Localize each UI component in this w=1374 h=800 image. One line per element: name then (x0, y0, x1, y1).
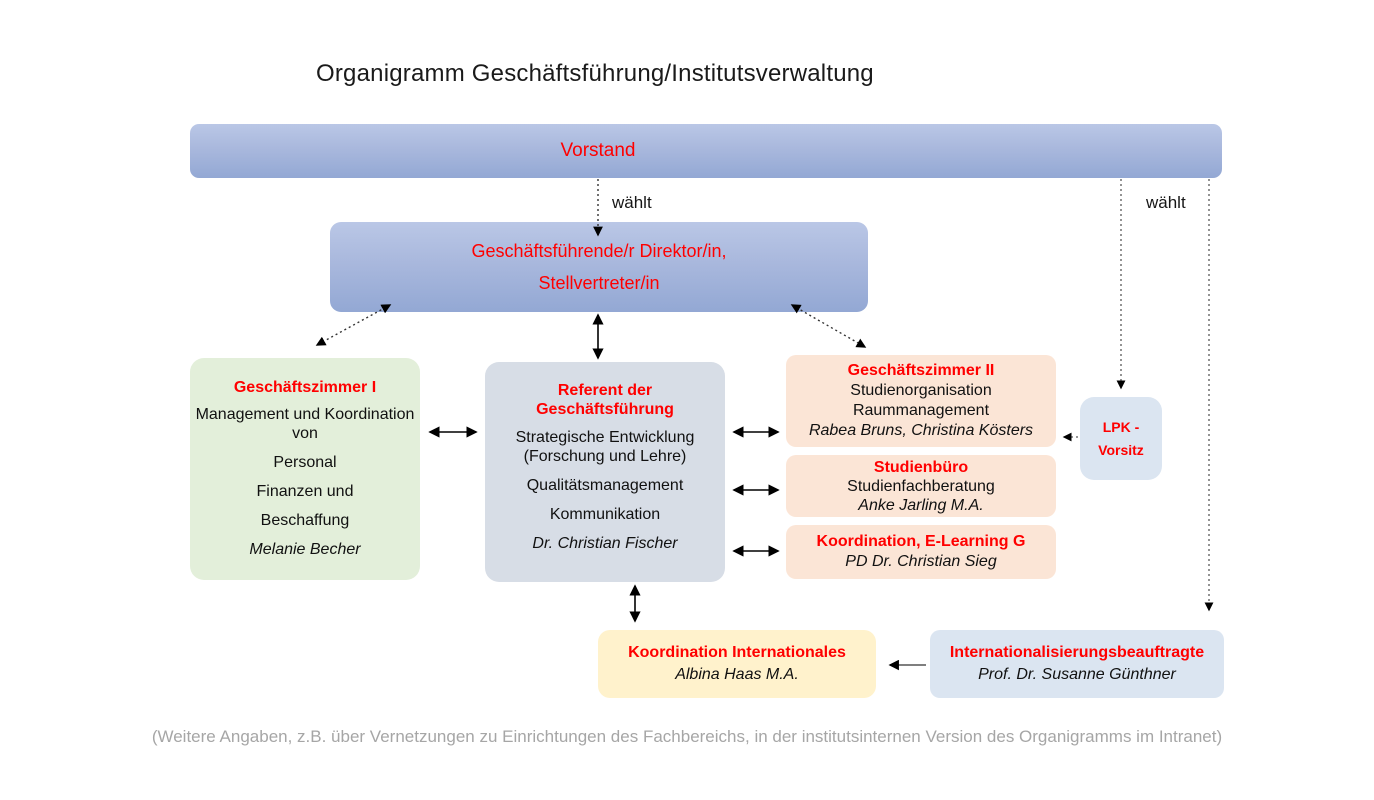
node-internationalisierungsbeauftragte (930, 630, 1224, 698)
studienbuero-person: Anke Jarling M.A. (858, 496, 984, 514)
studienbuero-title: Studienbüro (873, 458, 969, 476)
gz1-body-line: Beschaffung (260, 512, 350, 529)
referent-body-line: Qualitätsmanagement (526, 477, 684, 494)
node-geschaeftszimmer-2 (786, 355, 1056, 447)
studienbuero-body-line: Studienfachberatung (847, 477, 995, 495)
waehlt-label-left: wählt (612, 193, 652, 212)
gz1-body-line: Personal (273, 454, 337, 471)
node-vorstand (190, 124, 1222, 178)
footer-note: (Weitere Angaben, z.B. über Vernetzungen zu Einrichtungen des Fachbereichs, in der institutsinternen Version des Organigramms im Intranet) (151, 727, 1223, 746)
node-koordination-internationales (598, 630, 876, 698)
gz1-body-line: Management und Koordination von (195, 406, 415, 442)
elearning-title: Koordination, E-Learning G (816, 533, 1026, 550)
node-referent (485, 362, 725, 582)
node-geschaeftszimmer-1 (190, 358, 420, 580)
koord-intl-title: Koordination Internationales (628, 644, 846, 661)
gz2-person: Rabea Bruns, Christina Kösters (808, 422, 1034, 439)
gz1-title: Geschäftszimmer I (233, 379, 377, 396)
gz2-body-line: Studienorganisation (850, 382, 992, 399)
referent-person: Dr. Christian Fischer (532, 535, 678, 552)
gz1-body-line: Finanzen und (256, 483, 354, 500)
referent-title: Referent der Geschäftsführung (536, 382, 674, 418)
node-direktor (330, 222, 868, 312)
intl-beauftragte-title: Internationalisierungsbeauftragte (949, 644, 1205, 661)
vorstand-label: Vorstand (560, 140, 636, 161)
node-koordination-elearning (786, 525, 1056, 579)
elearning-person: PD Dr. Christian Sieg (845, 553, 997, 570)
node-lpk-vorsitz (1080, 397, 1162, 480)
gz2-body-line: Raummanagement (852, 402, 990, 419)
page-title: Organigramm Geschäftsführung/Institutsverwaltung (316, 60, 874, 87)
direktor-line1: Geschäftsführende/r Direktor/in, (471, 241, 727, 261)
node-studienbuero (786, 455, 1056, 517)
direktor-line2: Stellvertreter/in (538, 273, 660, 293)
intl-beauftragte-person: Prof. Dr. Susanne Günthner (978, 666, 1176, 683)
referent-body-line: Strategische Entwicklung (Forschung und Lehre) (515, 429, 695, 465)
koord-intl-person: Albina Haas M.A. (675, 666, 799, 683)
waehlt-label-right: wählt (1146, 193, 1186, 212)
gz1-person: Melanie Becher (249, 541, 361, 558)
lpk-title: LPK - Vorsitz (1098, 418, 1144, 458)
referent-body-line: Kommunikation (549, 506, 661, 523)
gz2-title: Geschäftszimmer II (847, 362, 995, 379)
